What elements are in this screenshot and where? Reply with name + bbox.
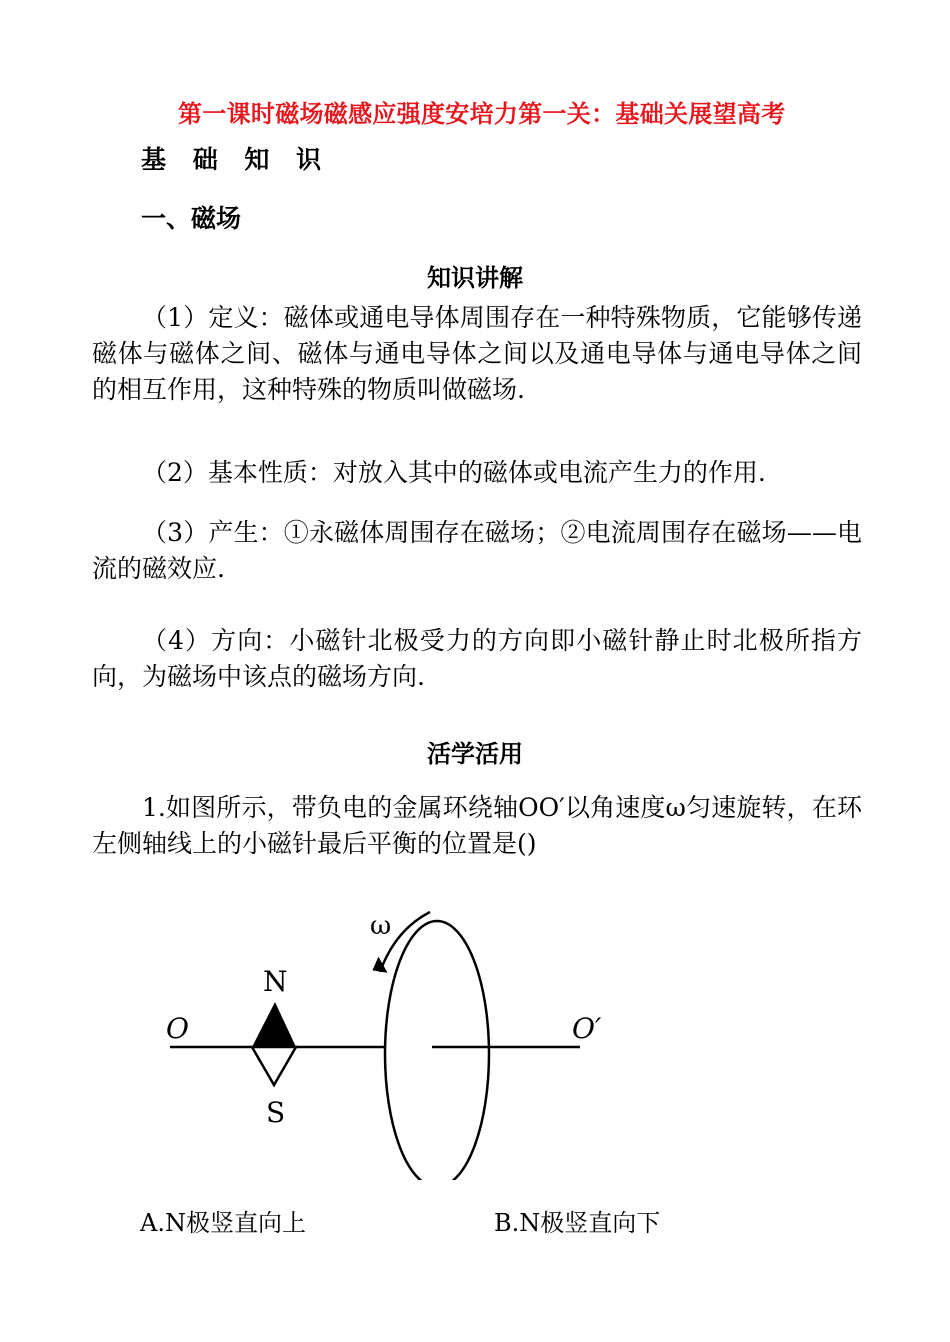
- axis-label-o: O: [166, 1012, 189, 1045]
- north-label: N: [263, 965, 288, 998]
- question-1: 1.如图所示，带负电的金属环绕轴OO′以角速度ω匀速旋转，在环左侧轴线上的小磁针最后平衡的位置是(): [92, 793, 862, 858]
- paragraph-origin: （3）产生：①永磁体周围存在磁场；②电流周围存在磁场——电流的磁效应.: [92, 518, 862, 583]
- option-a: A.N极竖直向上: [140, 1209, 306, 1237]
- needle-south-icon: [252, 1047, 296, 1085]
- axis-label-o-prime: O′: [572, 1012, 602, 1045]
- section-heading-magnetic-field: 一、磁场: [141, 204, 242, 233]
- paragraph-direction: （4）方向：小磁针北极受力的方向即小磁针静止时北极所指方向，为磁场中该点的磁场方向.: [92, 626, 862, 691]
- subheading-knowledge-explanation: 知识讲解: [427, 264, 523, 292]
- needle-north-icon: [252, 1002, 296, 1047]
- heading-basic-knowledge: 基 础 知 识: [141, 145, 331, 174]
- page-title: 第一课时磁场磁感应强度安培力第一关：基础关展望高考: [178, 100, 786, 128]
- paragraph-definition: （1）定义：磁体或通电导体周围存在一种特殊物质，它能够传递磁体与磁体之间、磁体与通电导体之间以及通电导体与通电导体之间的相互作用，这种特殊的物质叫做磁场.: [92, 303, 862, 404]
- metal-ring: [385, 921, 489, 1180]
- subheading-practice: 活学活用: [427, 740, 523, 768]
- rotation-arrowhead-icon: [372, 956, 391, 975]
- omega-label: ω: [370, 911, 392, 941]
- option-b: B.N极竖直向下: [494, 1209, 661, 1237]
- magnet-ring-figure: [160, 900, 620, 1180]
- south-label: S: [266, 1096, 286, 1129]
- paragraph-basic-property: （2）基本性质：对放入其中的磁体或电流产生力的作用.: [142, 458, 766, 487]
